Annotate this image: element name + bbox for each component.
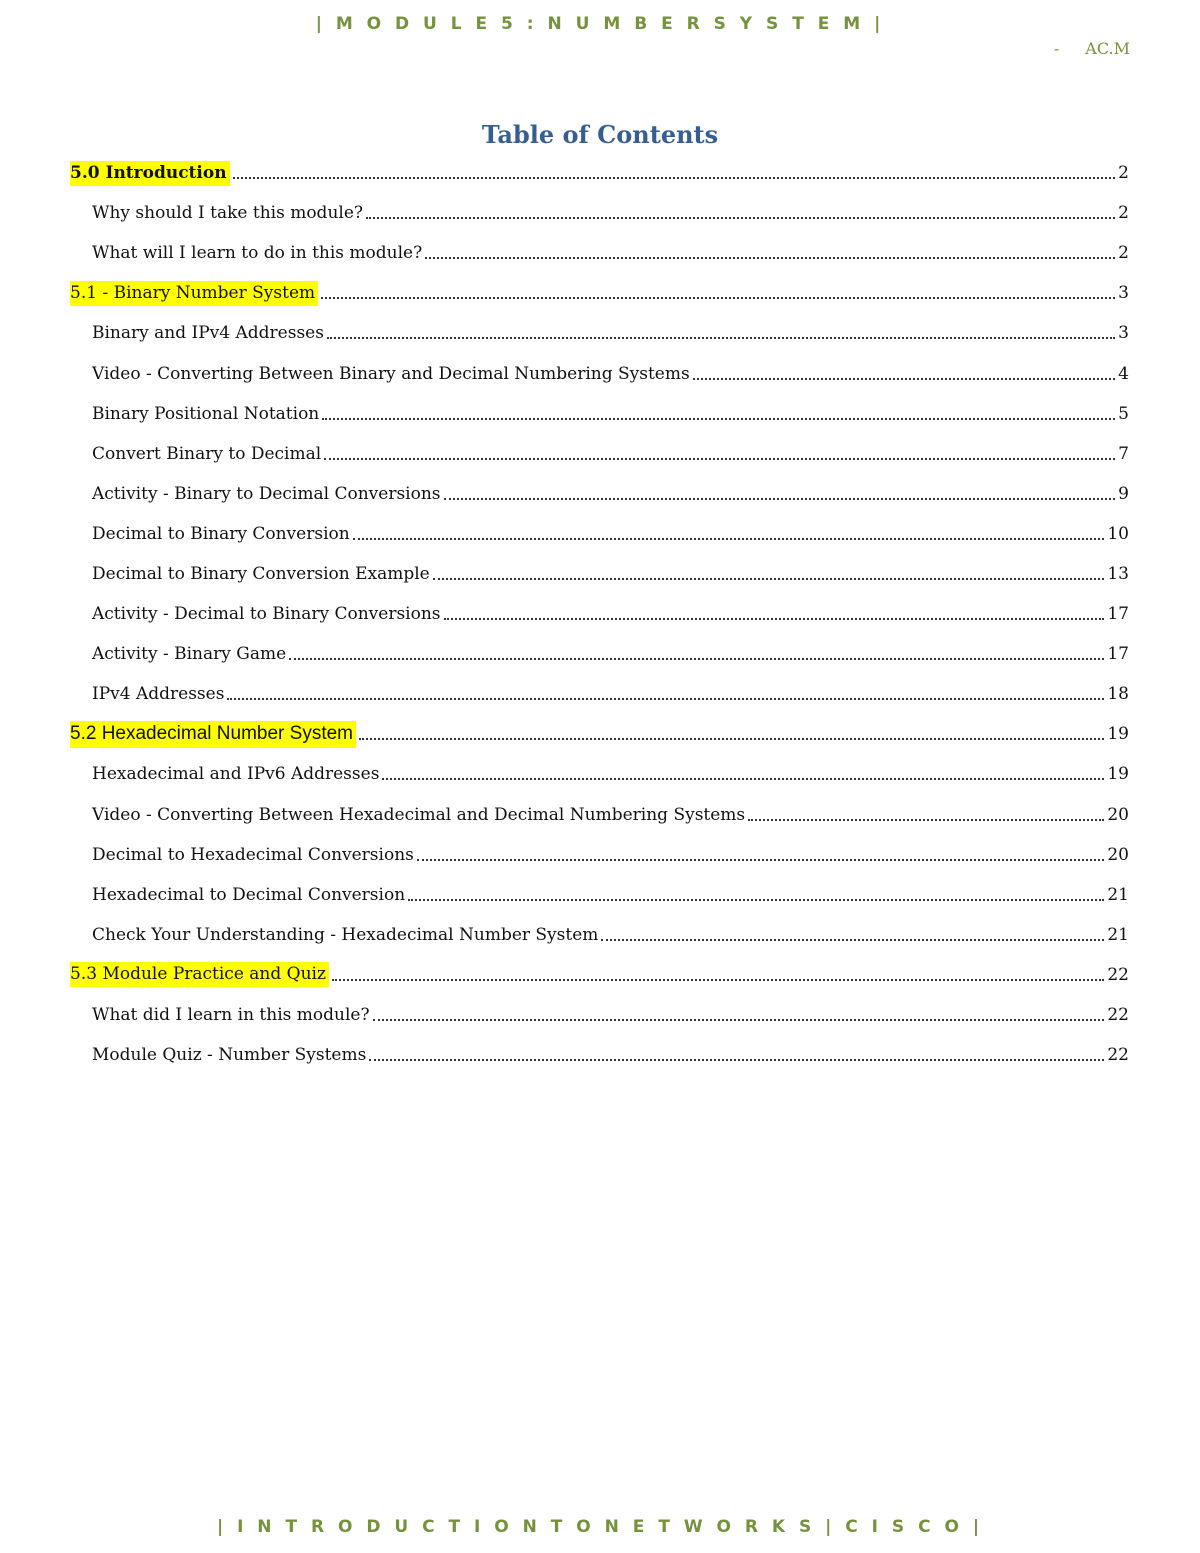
toc-subsection-entry[interactable] bbox=[70, 634, 1129, 674]
toc-dot-leader bbox=[408, 899, 1104, 901]
toc-page-number: 17 bbox=[1107, 644, 1129, 665]
toc-entry-label: Decimal to Binary Conversion bbox=[92, 523, 350, 544]
toc-dot-leader bbox=[359, 738, 1104, 740]
toc-entry-label: Convert Binary to Decimal bbox=[92, 443, 322, 464]
toc-entry-label: Hexadecimal to Decimal Conversion bbox=[92, 884, 406, 905]
toc-subsection-entry[interactable] bbox=[70, 915, 1129, 955]
toc-entry-label: 5.0 Introduction bbox=[70, 161, 230, 186]
toc-page-number: 2 bbox=[1118, 243, 1129, 264]
toc-subsection-entry[interactable] bbox=[70, 474, 1129, 514]
toc-page-number: 10 bbox=[1107, 523, 1129, 544]
toc-dot-leader bbox=[425, 257, 1115, 259]
toc-subsection-entry[interactable] bbox=[70, 835, 1129, 875]
toc-page-number: 5 bbox=[1118, 403, 1129, 424]
toc-page-number: 22 bbox=[1107, 1045, 1129, 1066]
toc-page-number: 13 bbox=[1107, 563, 1129, 584]
toc-title: Table of Contents bbox=[481, 120, 719, 149]
toc-entry-label: Decimal to Binary Conversion Example bbox=[92, 563, 430, 584]
toc-entry-label: Binary and IPv4 Addresses bbox=[92, 323, 324, 344]
toc-entry-label: IPv4 Addresses bbox=[92, 684, 225, 705]
page-header-title: | M O D U L E 5 : N U M B E R S Y S T E M | bbox=[315, 14, 885, 34]
toc-entry-label: What will I learn to do in this module? bbox=[92, 243, 423, 264]
toc-entry-label: Why should I take this module? bbox=[92, 203, 364, 224]
toc-section-entry[interactable] bbox=[70, 153, 1129, 193]
toc-dot-leader bbox=[332, 979, 1104, 981]
toc-page-number: 17 bbox=[1107, 604, 1129, 625]
toc-dot-leader bbox=[227, 698, 1104, 700]
toc-subsection-entry[interactable] bbox=[70, 795, 1129, 835]
toc-page-number: 2 bbox=[1118, 203, 1129, 224]
toc-entry-label: Module Quiz - Number Systems bbox=[92, 1045, 367, 1066]
toc-entry-label: 5.2 Hexadecimal Number System bbox=[70, 721, 356, 748]
toc-page-number: 4 bbox=[1118, 363, 1129, 384]
toc-subsection-entry[interactable] bbox=[70, 233, 1129, 273]
toc-subsection-entry[interactable] bbox=[70, 394, 1129, 434]
toc-entry-label: Check Your Understanding - Hexadecimal Number System bbox=[92, 924, 599, 945]
toc-page-number: 20 bbox=[1107, 844, 1129, 865]
toc-subsection-entry[interactable] bbox=[70, 313, 1129, 353]
toc-entry-label: Activity - Binary to Decimal Conversions bbox=[92, 483, 441, 504]
toc-subsection-entry[interactable] bbox=[70, 193, 1129, 233]
toc-dot-leader bbox=[322, 418, 1115, 420]
toc-dot-leader bbox=[382, 778, 1104, 780]
toc-entry-label: Video - Converting Between Hexadecimal and Decimal Numbering Systems bbox=[92, 804, 746, 825]
toc-entry-label: Activity - Binary Game bbox=[92, 644, 287, 665]
toc-subsection-entry[interactable] bbox=[70, 554, 1129, 594]
toc-page-number: 3 bbox=[1118, 283, 1129, 304]
toc-dot-leader bbox=[324, 458, 1115, 460]
toc-page-number: 18 bbox=[1107, 684, 1129, 705]
toc-section-entry[interactable] bbox=[70, 955, 1129, 995]
table-of-contents bbox=[70, 153, 1129, 1075]
toc-dot-leader bbox=[289, 658, 1104, 660]
toc-subsection-entry[interactable] bbox=[70, 875, 1129, 915]
toc-page-number: 2 bbox=[1118, 163, 1129, 184]
toc-entry-label: Hexadecimal and IPv6 Addresses bbox=[92, 764, 380, 785]
toc-dot-leader bbox=[444, 498, 1116, 500]
toc-page-number: 19 bbox=[1107, 724, 1129, 745]
toc-page-number: 22 bbox=[1107, 1005, 1129, 1026]
toc-page-number: 9 bbox=[1118, 483, 1129, 504]
toc-dot-leader bbox=[321, 297, 1115, 299]
toc-subsection-entry[interactable] bbox=[70, 1035, 1129, 1075]
toc-dot-leader bbox=[748, 819, 1104, 821]
toc-subsection-entry[interactable] bbox=[70, 674, 1129, 714]
toc-entry-label: 5.3 Module Practice and Quiz bbox=[70, 962, 329, 987]
toc-dot-leader bbox=[233, 177, 1116, 179]
header-dash: - bbox=[1053, 39, 1060, 58]
page-footer: | I N T R O D U C T I O N T O N E T W O R K S | C I S C O | bbox=[216, 1517, 984, 1537]
toc-entry-label: What did I learn in this module? bbox=[92, 1005, 370, 1026]
toc-page-number: 21 bbox=[1107, 924, 1129, 945]
toc-dot-leader bbox=[366, 217, 1115, 219]
toc-dot-leader bbox=[369, 1059, 1104, 1061]
toc-section-entry[interactable] bbox=[70, 273, 1129, 313]
toc-entry-label: 5.1 - Binary Number System bbox=[70, 281, 318, 306]
toc-subsection-entry[interactable] bbox=[70, 995, 1129, 1035]
toc-entry-label: Decimal to Hexadecimal Conversions bbox=[92, 844, 414, 865]
toc-dot-leader bbox=[601, 939, 1104, 941]
toc-subsection-entry[interactable] bbox=[70, 434, 1129, 474]
toc-dot-leader bbox=[693, 378, 1115, 380]
toc-dot-leader bbox=[353, 538, 1105, 540]
toc-dot-leader bbox=[417, 859, 1104, 861]
author-initials: AC.M bbox=[1085, 39, 1130, 58]
toc-subsection-entry[interactable] bbox=[70, 594, 1129, 634]
toc-section-entry[interactable] bbox=[70, 714, 1129, 754]
toc-subsection-entry[interactable] bbox=[70, 514, 1129, 554]
toc-entry-label: Activity - Decimal to Binary Conversions bbox=[92, 604, 441, 625]
toc-subsection-entry[interactable] bbox=[70, 754, 1129, 794]
toc-dot-leader bbox=[433, 578, 1105, 580]
toc-page-number: 3 bbox=[1118, 323, 1129, 344]
toc-page-number: 20 bbox=[1107, 804, 1129, 825]
toc-page-number: 21 bbox=[1107, 884, 1129, 905]
toc-page-number: 19 bbox=[1107, 764, 1129, 785]
page-header-author bbox=[1054, 39, 1130, 58]
toc-page-number: 7 bbox=[1118, 443, 1129, 464]
toc-dot-leader bbox=[327, 337, 1115, 339]
toc-entry-label: Video - Converting Between Binary and Decimal Numbering Systems bbox=[92, 363, 690, 384]
toc-subsection-entry[interactable] bbox=[70, 353, 1129, 393]
toc-entry-label: Binary Positional Notation bbox=[92, 403, 320, 424]
toc-dot-leader bbox=[444, 618, 1105, 620]
toc-dot-leader bbox=[373, 1019, 1105, 1021]
toc-page-number: 22 bbox=[1107, 964, 1129, 985]
